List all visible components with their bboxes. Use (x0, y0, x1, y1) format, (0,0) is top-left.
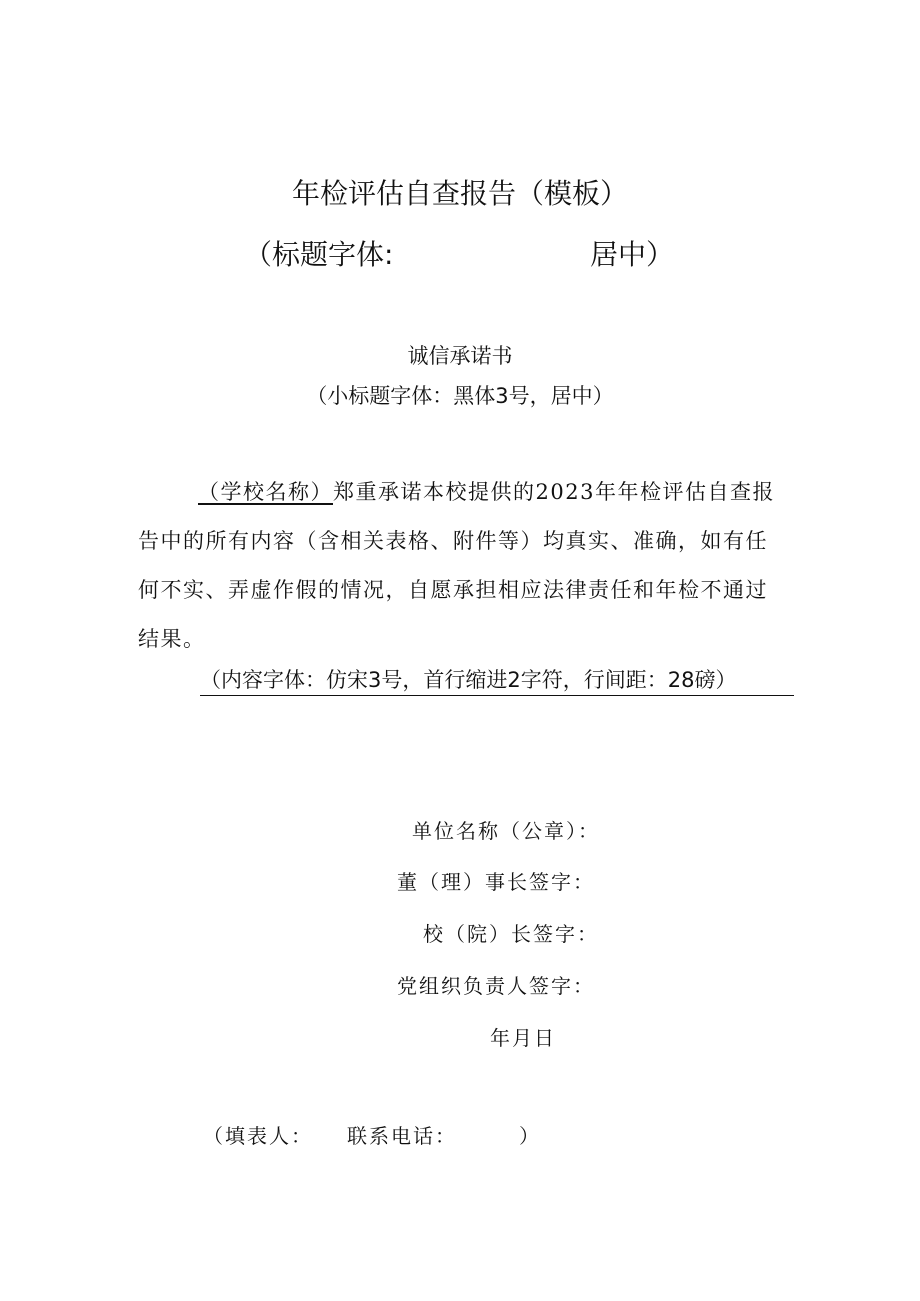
subtitle: 诚信承诺书 (407, 344, 513, 368)
title-font-note-left: （标题字体: (244, 238, 394, 271)
body-line-1-text: 郑重承诺本校提供的2023年年检评估自查报 (333, 480, 775, 504)
school-name-placeholder: （学校名称） (198, 480, 333, 504)
unit-name-seal-label: 单位名称（公章）： (412, 819, 600, 843)
body-line-2: 告中的所有内容（含相关表格、附件等）均真实、准确，如有任 (138, 529, 768, 553)
body-line-3: 何不实、弄虚作假的情况，自愿承担相应法律责任和年检不通过 (138, 578, 768, 602)
principal-signature-label: 校（院）长签字： (423, 922, 599, 946)
title-font-note-right: 居中） (590, 238, 675, 271)
body-line-4: 结果。 (138, 627, 206, 651)
party-leader-signature-label: 党组织负责人签字： (397, 974, 595, 998)
body-line-1 (138, 468, 788, 517)
filler-label: （填表人： (203, 1124, 313, 1148)
phone-label: 联系电话： (347, 1124, 457, 1148)
chairman-signature-label: 董（理）事长签字： (397, 870, 595, 894)
commitment-body (138, 468, 788, 664)
subtitle-font-note: （小标题字体：黑体3号，居中） (306, 384, 614, 408)
content-format-note: （内容字体：仿宋3号，首行缩进2字符，行间距：28磅） (200, 664, 794, 696)
date-label: 年月日 (490, 1026, 556, 1050)
filler-info (203, 1120, 541, 1149)
filler-info-close: ） (519, 1124, 541, 1148)
document-title: 年检评估自查报告（模板） (291, 177, 628, 210)
